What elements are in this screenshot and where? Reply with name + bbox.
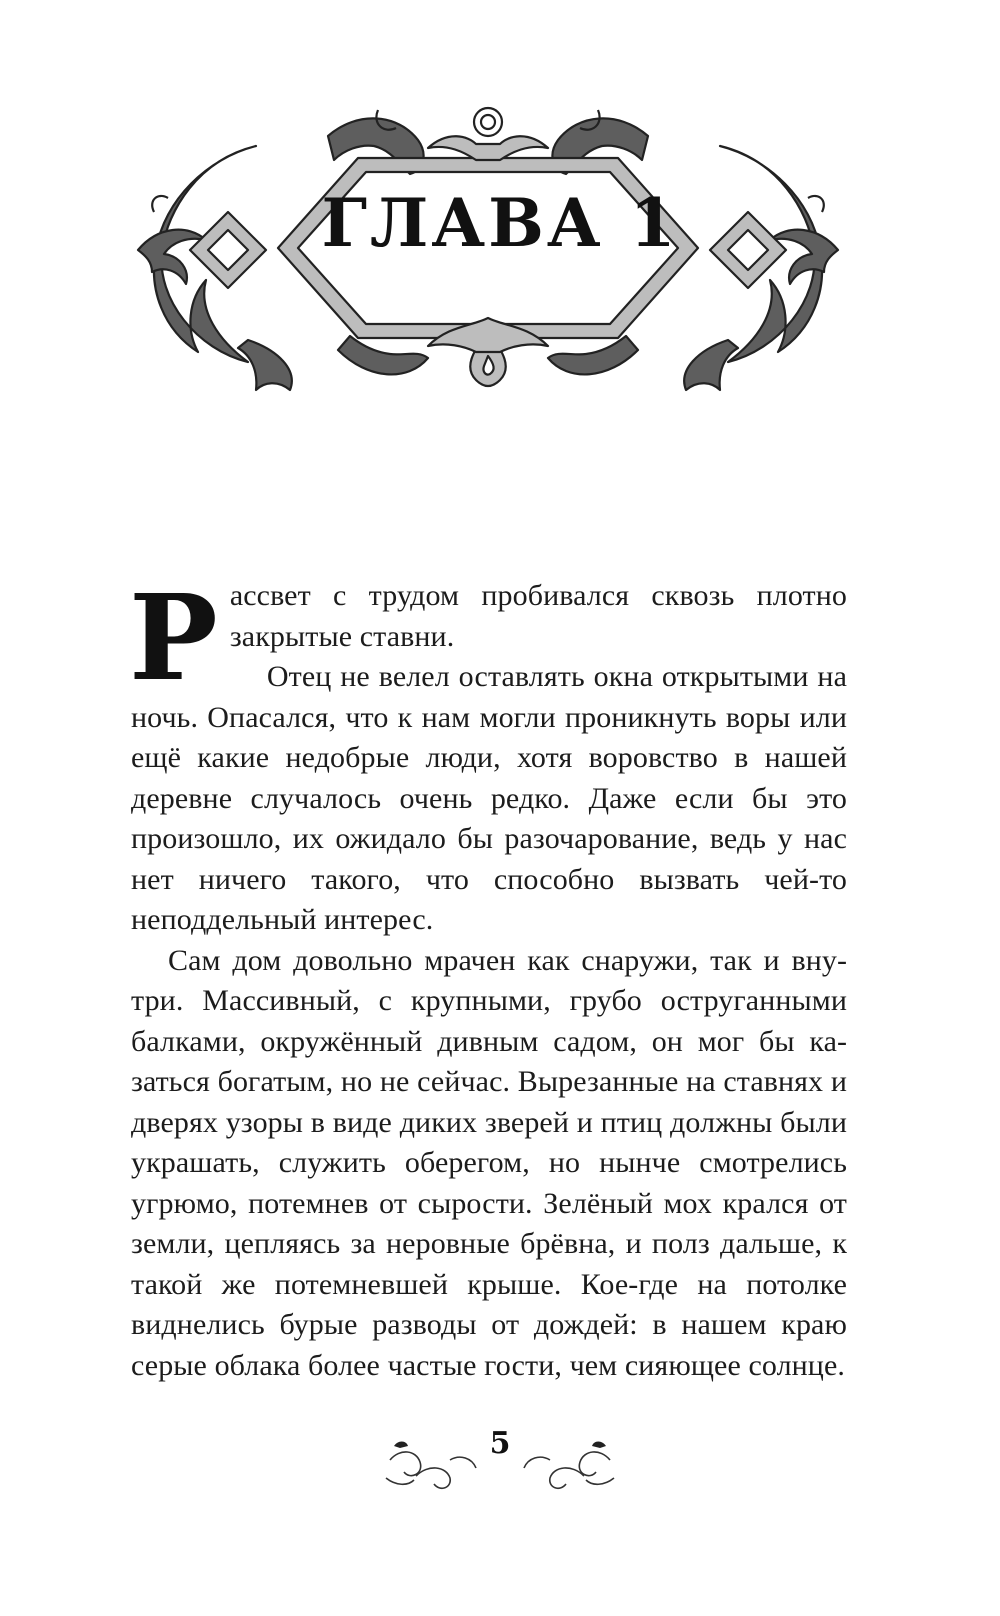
- paragraph: Сам дом довольно мрачен как снаружи, так и внутри. Массивный, с крупными, грубо оструганными балками, окружённый дивным садом, он мог бы казаться богатым, но не сейчас. Вырезанные на ставнях и дверях узоры в виде диких зверей и птиц должны были украшать, служить оберегом, но нынче смотрелись угрюмо, потемнев от сырости. Зелёный мох крался от земли, цепляясь за неровные брёвна, и полз дальше, к такой же потемневшей крыше. Кое-где на потолке виднелись бурые разводы от дождей: в нашем краю серые облака более частые гости, чем сияющее солнце.: [131, 943, 847, 1382]
- page-number: 5: [489, 1426, 511, 1461]
- chapter-title: ГЛАВА 1: [321, 184, 679, 262]
- chapter-body: [129, 568, 847, 1386]
- paragraph: [129, 568, 847, 707]
- paragraph-text: ассвет с трудом пробивался сквозь плотно закрытые ставни.: [229, 579, 847, 653]
- drop-cap: Р: [129, 568, 218, 707]
- paragraph: Отец не велел оставлять окна открытыми на ночь. Опасался, что к нам могли проникнуть воры или ещё какие недобрые люди, хотя воровство в нашей деревне случалось очень редко. Даже если бы это произошло, их ожидало бы разочарование, ведь у нас нет ничего такого, что способно вызвать чей-то неподдельный интерес.: [131, 660, 847, 936]
